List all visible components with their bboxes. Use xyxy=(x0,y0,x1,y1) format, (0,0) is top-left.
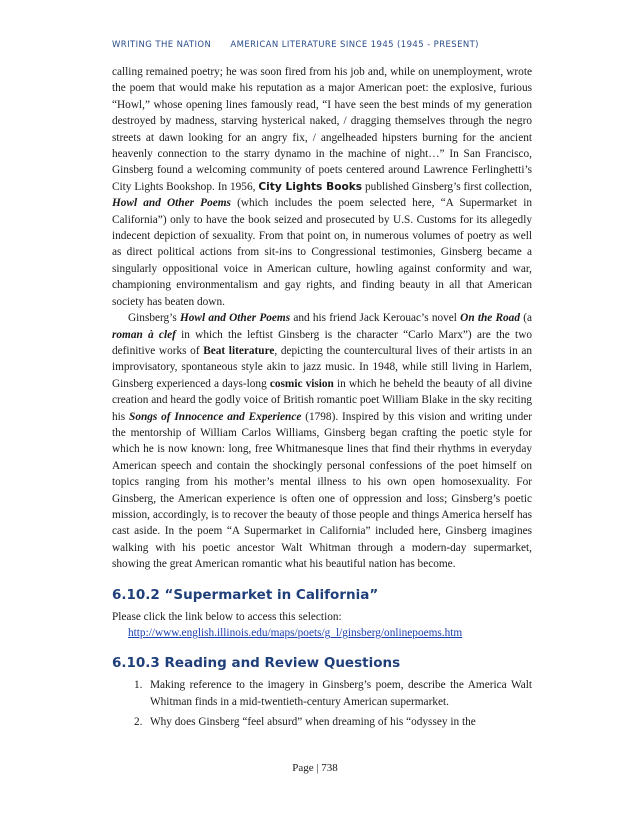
text-run: published Ginsberg’s first collection, xyxy=(362,180,532,193)
page-number: Page | 738 xyxy=(292,762,338,774)
section-heading-supermarket: 6.10.2 “Supermarket in California” xyxy=(112,586,379,603)
question-list xyxy=(112,677,532,730)
title-songs-of-innocence: Songs of Innocence and Experience xyxy=(129,410,302,423)
term-city-lights-books: City Lights Books xyxy=(258,180,363,193)
running-head xyxy=(112,40,532,50)
section-heading-questions: 6.10.3 Reading and Review Questions xyxy=(112,655,401,672)
question-item xyxy=(112,677,532,710)
text-run: in which he beheld the beauty of all divine creation and heard the godly voice of British romantic poet William Blake in the sky reciting his xyxy=(112,377,532,423)
question-number: 1. xyxy=(134,679,143,692)
question-text: Making reference to the imagery in Ginsberg’s poem, describe the America Walt Whitman finds in a mid-twentieth-century American supermarket. xyxy=(150,679,532,708)
paragraph-2 xyxy=(112,310,532,573)
running-head-right: AMERICAN LITERATURE SINCE 1945 (1945 - PRESENT) xyxy=(230,40,479,50)
text-run: calling remained poetry; he was soon fired from his job and, while on unemployment, wrote the poem that would make his reputation as a major American poet: the explosive, furious “Howl,” whose opening lines famously read, “I have seen the best minds of my generation destroyed by madness, starving hysterical naked, / dragging themselves through the negro streets at dawn looking for an angry fix, / angelheaded hipsters burning for the ancient heavenly connection to the starry dynamo in the machine of night…” In San Francisco, Ginsberg found a welcoming community of poets centered around Lawrence Ferlinghetti’s City Lights Bookshop. In 1956, xyxy=(112,66,532,193)
term-beat-literature: Beat literature xyxy=(203,344,275,357)
title-on-the-road: On the Road xyxy=(460,312,520,325)
text-run: (which includes the poem selected here, “A Supermarket in California”) only to have the book seized and prosecuted by U.S. Customs for its allegedly indecent depiction of sexuality. From that point on, in numerous volumes of poetry as well as direct political actions from sit-ins to Congressional testimonies, Ginsberg became a singularly oppositional voice in American culture, howling against conformity and war, championing environmentalism and gay rights, and finding beauty in all that American society has beaten down. xyxy=(112,197,532,308)
term-roman-a-clef: roman à clef xyxy=(112,328,176,341)
running-head-left: WRITING THE NATION xyxy=(112,40,212,50)
question-number: 2. xyxy=(134,716,143,729)
body-text xyxy=(112,64,532,735)
title-howl: Howl and Other Poems xyxy=(179,312,291,325)
selection-intro: Please click the link below to access this selection: xyxy=(112,610,342,623)
text-run: in which the leftist Ginsberg is the character “Carlo Marx”) are the two definitive works of xyxy=(112,328,532,357)
text-run: , depicting the countercultural lives of their artists in an improvisatory, spontaneous style akin to jazz music. In 1948, while still living in Harlem, Ginsberg experienced a days-long xyxy=(112,344,533,390)
title-howl: Howl and Other Poems xyxy=(112,197,231,210)
text-run: (1798). Inspired by this vision and writing under the mentorship of William Carlos Williams, Ginsberg began crafting the poetic style for which he is now known: long, free Whitmanesque lines that find their rhythms in everyday American speech and contain the shockingly personal confessions of the poet himself on topics ranging from his mother’s mental illness to his own open homosexuality. For Ginsberg, the American experience is often one of oppression and loss; Ginsberg’s poetic mission, accordingly, is to recover the beauty of those people and things America herself has cast aside. In the poem “A Supermarket in California” included here, Ginsberg imagines walking with his poetic ancestor Walt Whitman through a modern-day supermarket, showing the great American romantic what his beautiful nation has become. xyxy=(112,410,533,571)
question-text: Why does Ginsberg “feel absurd” when dreaming of his “odyssey in the xyxy=(150,716,476,729)
text-run: (a xyxy=(519,312,532,325)
term-cosmic-vision: cosmic vision xyxy=(269,377,334,390)
paragraph-1 xyxy=(112,64,532,310)
selection-link[interactable]: http://www.english.illinois.edu/maps/poets/g_l/ginsberg/onlinepoems.htm xyxy=(128,627,463,639)
text-run: Ginsberg’s xyxy=(128,312,180,325)
text-run: and his friend Jack Kerouac’s novel xyxy=(290,312,461,325)
selection-link-line xyxy=(128,625,532,641)
question-item xyxy=(112,714,532,730)
